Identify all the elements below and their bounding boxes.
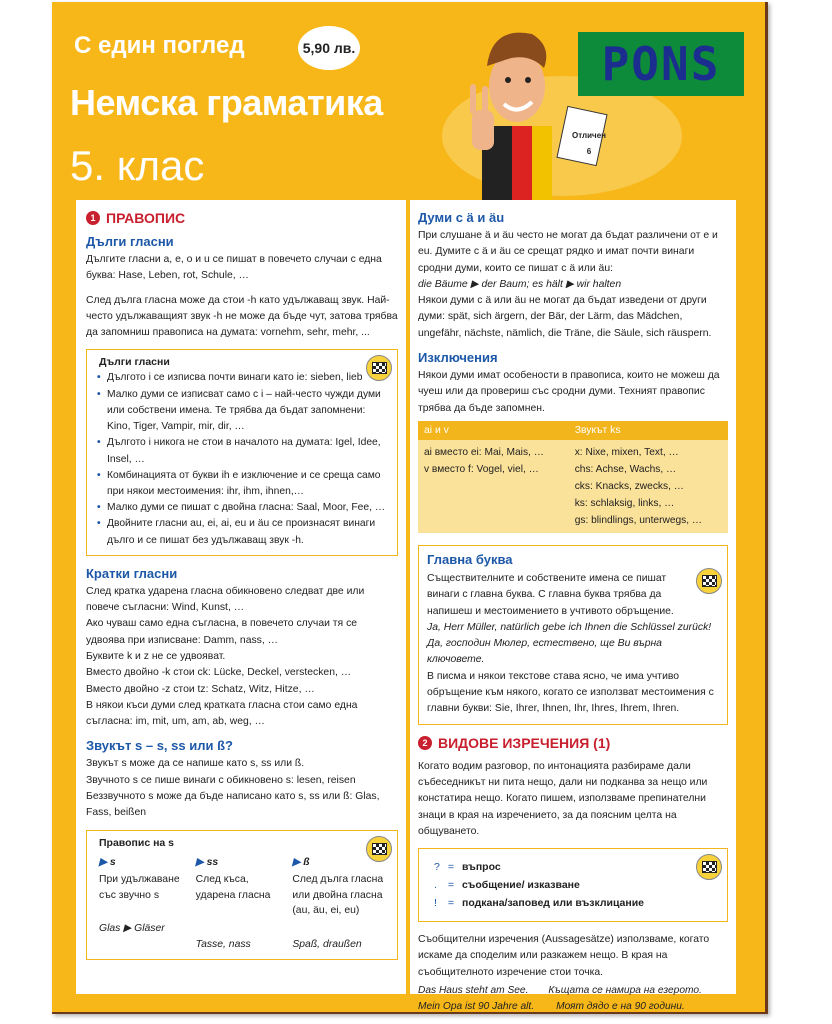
- table-cell: ai вместо ei: Mai, Mais, … v вместо f: Vogel, viel, …: [418, 440, 569, 533]
- rule-column: ▶ ß След дълга гласна или двойна гласна (au, äu, ei, eu) Spaß, draußen: [292, 856, 384, 950]
- paragraph: Някои думи с ä или äu не могат да бъдат изведени от други думи: spät, sich ärgern, der Bär, der Lärm, das Mädchen, ungefähr, nächste, nämlich, die Träne, die Säule, sich räuspern.: [418, 295, 712, 339]
- paragraph: Буквите k и z не се удвояват.: [86, 650, 226, 662]
- paragraph: Ако чуваш само една съгласна, в повечето случаи тя се удвоява при изписване: Damm, nass, …: [86, 618, 358, 646]
- list-item: • Двойните гласни au, ei, ai, eu и äu се произнасят винаги дълго и се пишат без удължаващ звук -h.: [95, 516, 389, 548]
- example-row: Das Haus steht am See. Къщата се намира на езерото.: [418, 985, 702, 997]
- paragraph: В някои къси думи след кратката гласна стои само една съгласна: im, mit, um, am, ab, weg, …: [86, 699, 358, 728]
- section-sentence-types: [418, 735, 728, 751]
- rule-column: ▶ s При удължаване със звучно s Glas ▶ Gläser: [99, 856, 180, 935]
- grade-label: 5. клас: [70, 142, 205, 189]
- paragraph: Някои думи имат особености в правописа, които не можеш да чуеш или да провериш със сродни думи. Техният правопис трябва да бъде запомнен.: [418, 370, 720, 414]
- book-title: Немска граматика: [70, 82, 383, 123]
- box-title: Дълги гласни: [99, 356, 170, 369]
- example-row: Mein Opa ist 90 Jahre alt. Моят дядо е на 90 години.: [418, 1001, 685, 1013]
- table-header: Звукът ks: [569, 421, 728, 440]
- info-box-long-vowels: [86, 349, 398, 555]
- grade-sign: Отличен 6: [572, 131, 606, 156]
- checkered-flag-icon: [696, 568, 722, 594]
- table-header: ai и v: [418, 421, 569, 440]
- paragraph: Вместо двойно -z стои tz: Schatz, Witz, Hitze, …: [86, 683, 315, 695]
- series-title: С един поглед: [74, 32, 245, 59]
- checkered-flag-icon: [366, 836, 392, 862]
- box-title: Правопис на s: [99, 836, 175, 849]
- example: die Bäume ▶ der Baum; es hält ▶ wir halten: [418, 278, 622, 290]
- heading-long-vowels: Дълги гласни: [86, 234, 174, 249]
- paragraph: Съществителните и собствените имена се пишат винаги с главна буква. С главна буква трябва да напишеш и местоимението в учтивото обръщение.: [427, 572, 674, 617]
- list-item: • Дългото i се изписва почти винаги като ie: sieben, lieb: [95, 370, 389, 386]
- list-item: • Малко думи се пишат с двойна гласна: Saal, Moor, Fee, …: [95, 500, 389, 516]
- checkered-flag-icon: [696, 854, 722, 880]
- paragraph: Звукът s може да се напише като s, ss или ß.: [86, 758, 305, 770]
- left-column: [76, 200, 406, 994]
- paragraph: Вместо двойно -k стои ck: Lücke, Deckel, verstecken, …: [86, 667, 352, 679]
- info-box-capitals: [418, 545, 728, 725]
- list-item: • Дългото i никога не стои в началото на думата: Igel, Idee, Insel, …: [95, 435, 389, 467]
- section-spelling: [86, 210, 398, 226]
- section-title: ВИДОВЕ ИЗРЕЧЕНИЯ (1): [438, 734, 611, 751]
- section-number: 1: [86, 211, 100, 225]
- list-item: • Комбинацията от букви ih е изключение и се среща само при някои местоимения: ihr, ihm, ihnen,…: [95, 468, 389, 500]
- paragraph: Звучното s се пише винаги с обикновено s: lesen, reisen: [86, 774, 356, 786]
- section-title: ПРАВОПИС: [106, 210, 186, 226]
- heading-umlaut-words: Думи с ä и äu: [418, 210, 505, 225]
- table-cell: x: Nixe, mixen, Text, … chs: Achse, Wachs, … cks: Knacks, zwecks, … ks: schlaksig, links, … gs: blindlings, unterwegs, …: [569, 440, 728, 533]
- paragraph: След дълга гласна може да стои -h като удължаващ звук. Най-често удължаващият звук -h не може да бъде чут, затова трябва да запомниш правописа на думата: vornehm, sehr, mehr, ...: [86, 294, 398, 339]
- heading-capital-letter: Главна буква: [427, 551, 513, 567]
- paragraph: В писма и някои текстове става ясно, че има учтиво обръщение към някого, когато се използват местоимения с главни букви: Sie, Ihrer, Ihnen, Ihr, Ihres, Ihrem, Ihren.: [427, 670, 714, 715]
- heading-s-sound: Звукът s – s, ss или ß?: [86, 738, 233, 754]
- heading-short-vowels: Кратки гласни: [86, 565, 178, 581]
- right-column: [410, 200, 736, 1013]
- pons-logo: PONS: [578, 32, 744, 96]
- info-box-s-spelling: [86, 830, 398, 960]
- paragraph: Дългите гласни a, e, o и u се пишат в повечето случаи с една буква: Hase, Leben, rot, Schule, …: [86, 254, 382, 282]
- paragraph: Съобщителни изречения (Aussagesätze) използваме, когато искаме да споделим или разкажем нещо. В края на съобщителното изречение стои точка.: [418, 934, 710, 978]
- paragraph: Когато водим разговор, по интонацията разбираме дали събеседникът ни пита нещо, дали ни подканва за нещо или констатира нещо. Когато пишем, използваме препинателни знаци в края на изречението, за да поясним целта на общуването.: [418, 760, 708, 837]
- book-cover: [52, 2, 768, 1014]
- example: Ja, Herr Müller, natürlich gebe ich Ihnen die Schlüssel zurück!: [427, 621, 712, 633]
- section-number: 2: [418, 736, 432, 750]
- paragraph: Беззвучното s може да бъде написано като s, ss или ß: Glas, Fass, beißen: [86, 790, 380, 819]
- exceptions-table: [418, 421, 728, 533]
- price-badge: 5,90 лв.: [298, 26, 360, 70]
- heading-exceptions: Изключения: [418, 350, 498, 366]
- paragraph: При слушане ä и äu често не могат да бъдат различени от e и eu. Думите с ä и äu се срещат рядко и имат почти винаги сродни думи, които се пишат с ä или äu:: [418, 230, 718, 274]
- list-item: • Малко думи се изписват само с i – най-често чужди думи или собствени имена. Те трябва да бъдат запомнени: Kino, Tiger, Vampir, mir, dir, …: [95, 387, 389, 436]
- punctuation-box: ? = въпрос . = съобщение/ изказване ! = подкана/заповед или възклицание: [418, 848, 728, 922]
- paragraph: След кратка ударена гласна обикновено следват две или повече съгласни: Wind, Kunst, …: [86, 585, 365, 614]
- example: Да, господин Мюлер, естествено, ще Ви върна ключовете.: [427, 638, 662, 666]
- rule-column: ▶ ss След къса, ударена гласна Tasse, nass: [195, 856, 271, 951]
